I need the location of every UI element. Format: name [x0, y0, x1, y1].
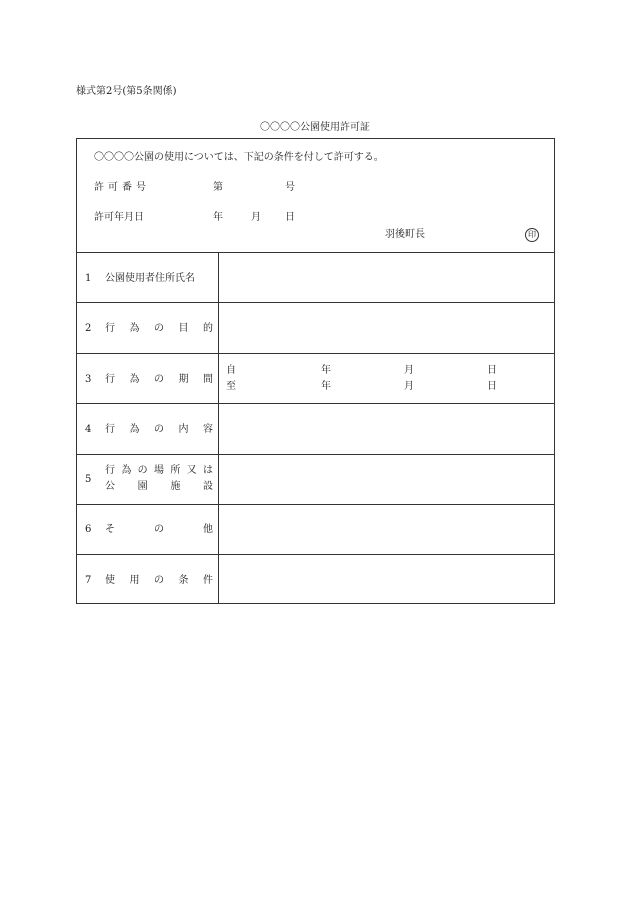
- period-to-year: 年: [321, 381, 331, 392]
- period-to-day: 日: [487, 381, 497, 392]
- row-label-line1: 行 為 の 場 所 又 は: [105, 465, 213, 476]
- issuer-name: 羽後町長: [385, 229, 425, 240]
- period-to-month: 月: [404, 381, 414, 392]
- permit-date-month: 月: [251, 212, 261, 223]
- permit-date-day: 日: [285, 212, 295, 223]
- permit-number-label: 許可番号: [94, 182, 150, 193]
- row-label-line2: 公 園 施 設: [105, 481, 213, 492]
- permit-table: [76, 138, 555, 604]
- row-label: 公園使用者住所氏名: [105, 273, 195, 284]
- row-number: 4: [85, 424, 92, 435]
- seal-icon: 印: [525, 228, 539, 242]
- row-label: 行 為 の 目 的: [105, 323, 213, 334]
- document-title: 〇〇〇〇公園使用許可証: [260, 122, 370, 133]
- period-from-label: 自: [226, 365, 236, 376]
- permit-number-prefix: 第: [213, 182, 223, 193]
- period-from-month: 月: [404, 365, 414, 376]
- row-number: 2: [85, 323, 92, 334]
- period-to-label: 至: [226, 381, 236, 392]
- row-label: 行 為 の 期 間: [105, 374, 213, 385]
- row-label: 行 為 の 内 容: [105, 424, 213, 435]
- permit-date-label: 許可年月日: [94, 212, 144, 223]
- period-from-year: 年: [321, 365, 331, 376]
- row-number: 7: [85, 575, 92, 586]
- permit-date-year: 年: [213, 212, 223, 223]
- row-label: 使 用 の 条 件: [105, 575, 213, 586]
- permit-number-suffix: 号: [285, 182, 295, 193]
- permit-statement: 〇〇〇〇公園の使用については、下記の条件を付して許可する。: [94, 152, 384, 163]
- row-number: 5: [85, 474, 92, 485]
- row-number: 3: [85, 374, 92, 385]
- row-number: 1: [85, 273, 92, 284]
- form-number-label: 様式第2号(第5条関係): [76, 86, 177, 97]
- period-from-day: 日: [487, 365, 497, 376]
- row-label: そ の 他: [105, 524, 213, 535]
- row-number: 6: [85, 524, 92, 535]
